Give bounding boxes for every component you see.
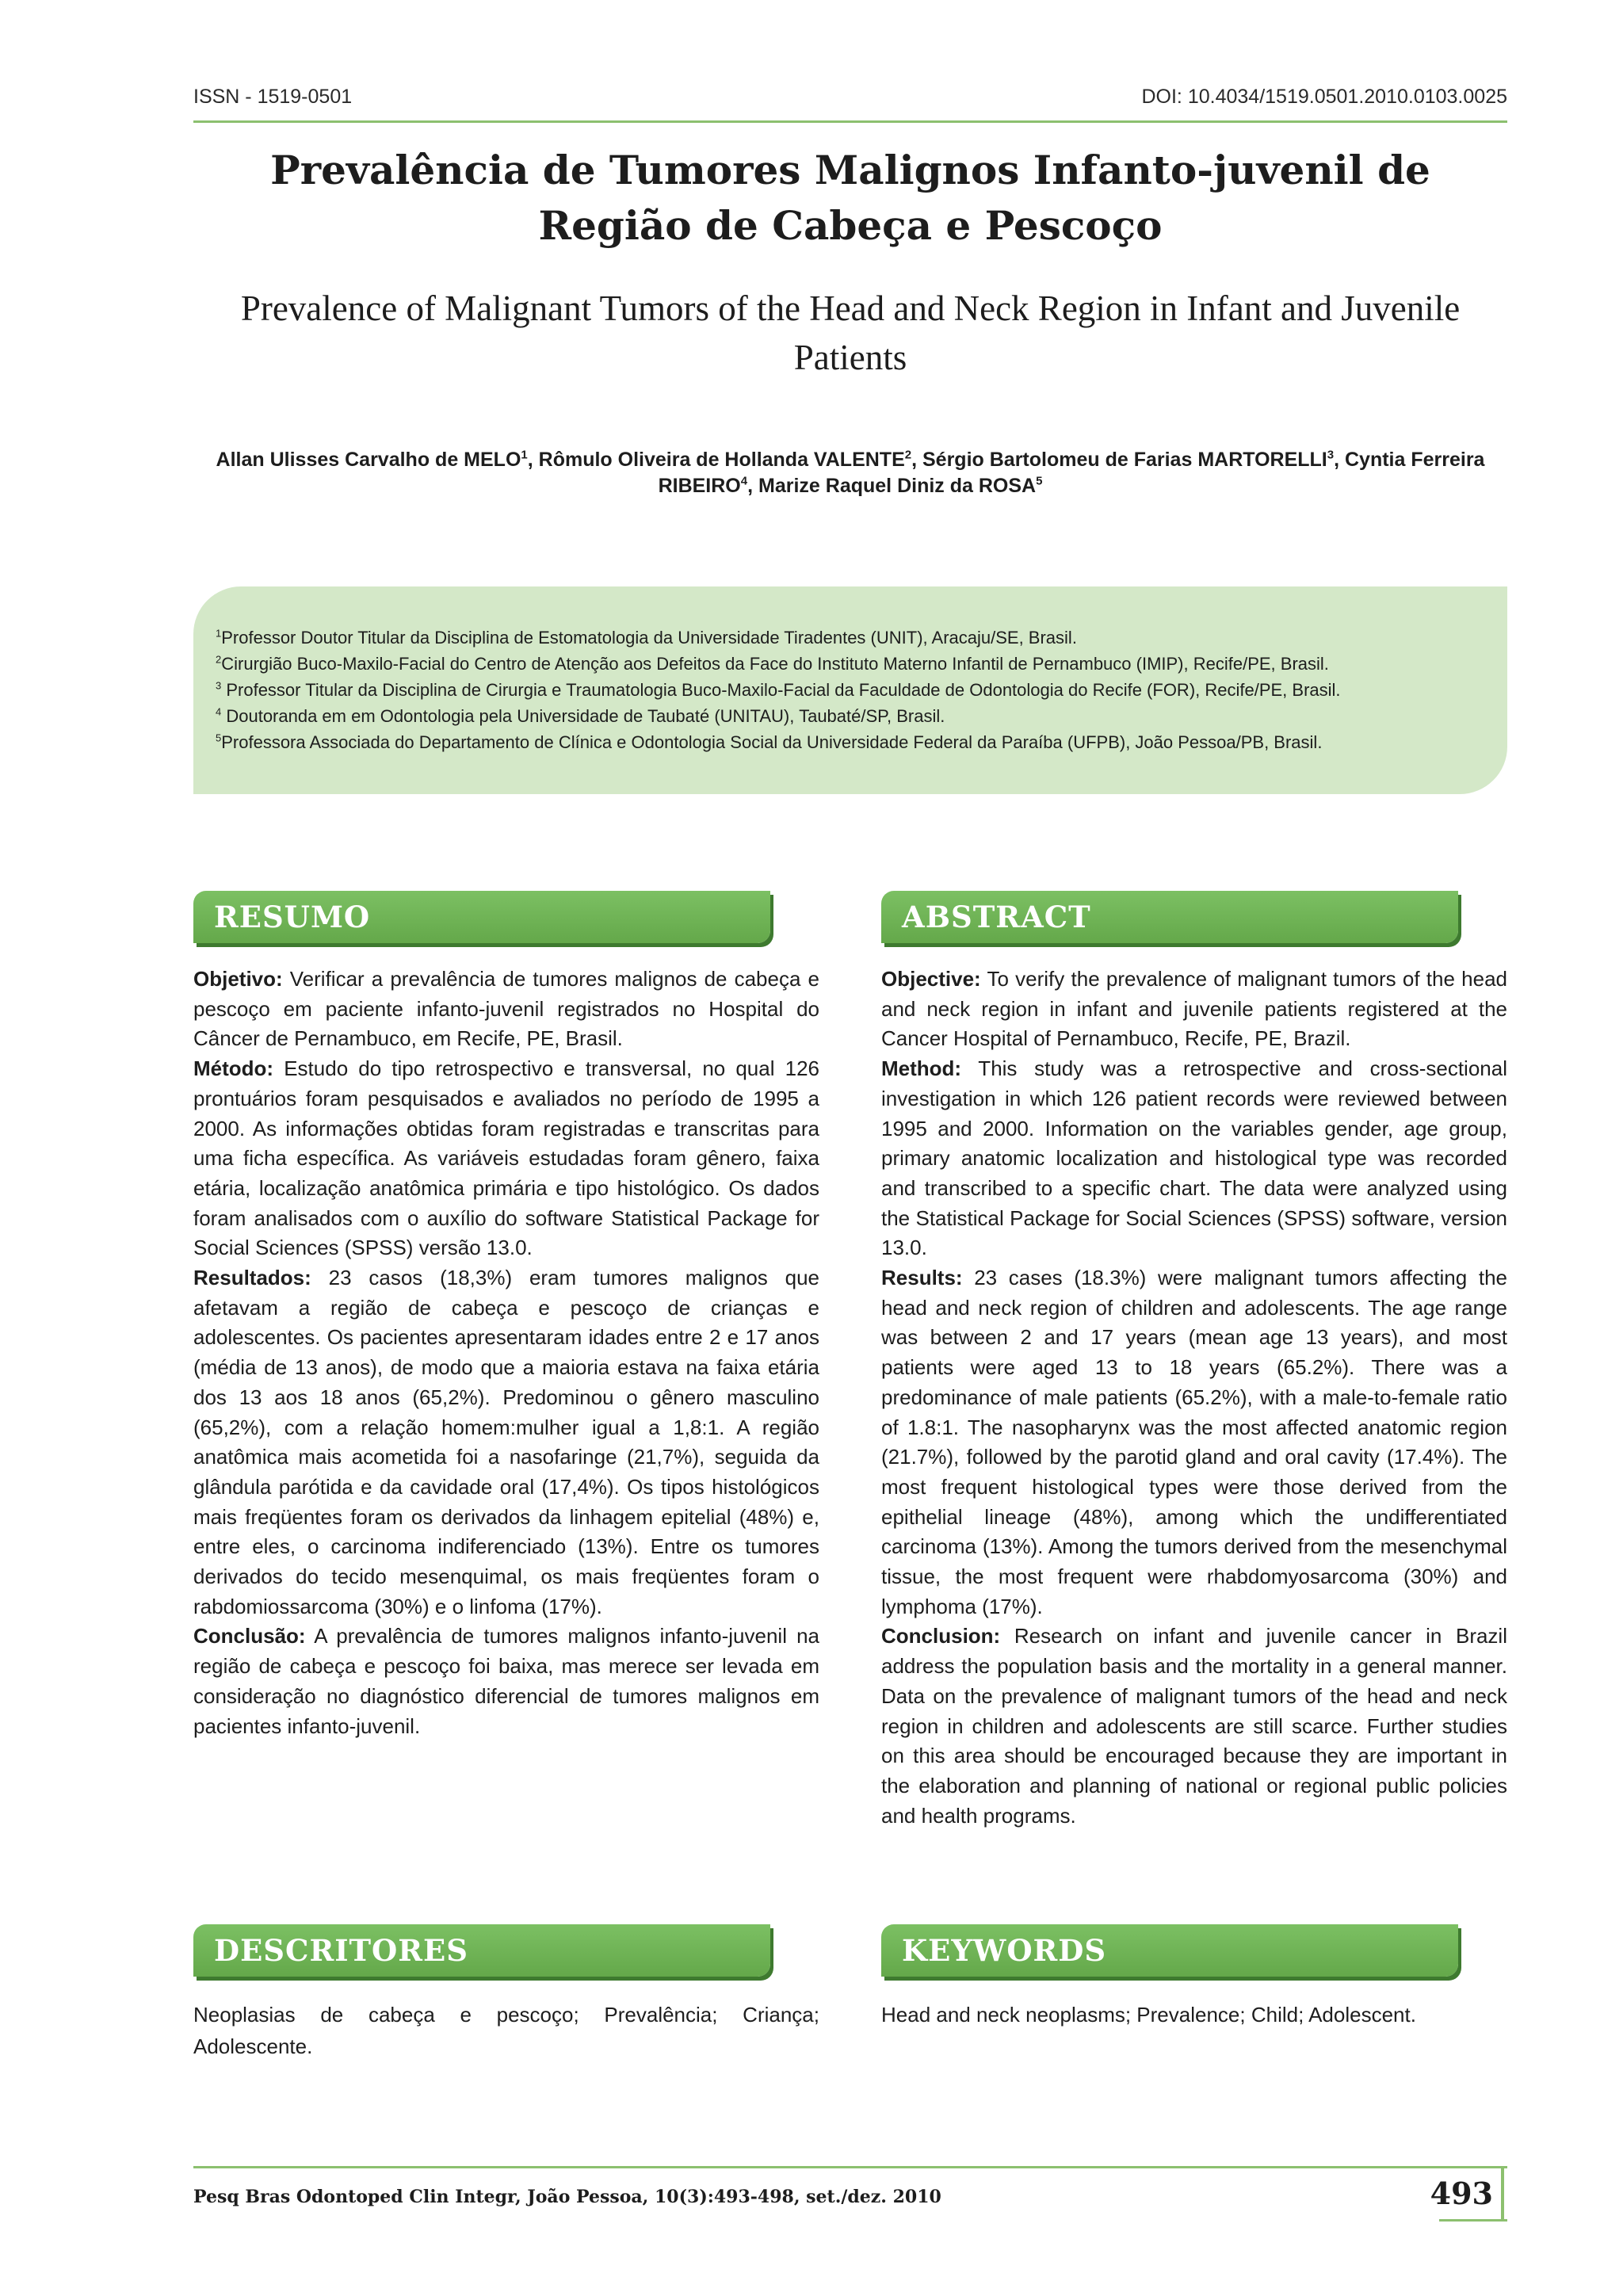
resumo-paragraph: Método: Estudo do tipo retrospectivo e transversal, no qual 126 prontuários foram pesquisados e avaliados no período de 1995 a 2000. As informações obtidas foram registradas e transcritas para uma ficha específica. As variáveis estudadas foram gênero, faixa etária, localização anatômica primária e tipo histológico. Os dados foram analisados com o auxílio do software Statistical Package for Social Sciences (SPSS) versão 13.0.	[193, 1056, 819, 1260]
author: Rômulo Oliveira de Hollanda VALENTE$^2$,	[538, 448, 922, 471]
abstract-paragraph: Results: 23 cases (18.3%) were malignant tumors affecting the head and neck region of children and adolescents. The age range was between 2 and 17 years (mean age 13 years), and most patients were aged 13 to 18 years (65.2%). There was a predominance of male patients (65.2%), with a male-to-female ratio of 1.8:1. The nasopharynx was the most affected anatomic region (21.7%), followed by the parotid gland and oral cavity (17.4%). The most frequent histological types were those derived from the epithelial lineage (48%), among which the undifferentiated carcinoma (13%). Among the tumors derived from the mesenchymal tissue, the most frequent were rhabdomyosarcoma (30%) and lymphoma (17%).	[881, 1266, 1507, 1618]
affiliation-line: $^1$Professor Doutor Titular da Disciplina de Estomatologia da Universidade Tiradentes (UNIT), Aracaju/SE, Brasil.	[216, 627, 1077, 648]
author-list	[193, 447, 1507, 499]
page-number-underline	[1439, 2219, 1507, 2222]
resumo-paragraph: Conclusão: A prevalência de tumores malignos infanto-juvenil na região de cabeça e pescoço foi baixa, mas merece ser levada em consideração no diagnóstico diferencial de tumores malignos em pacientes infanto-juvenil.	[193, 1624, 819, 1738]
affiliation-line: $^2$Cirurgião Buco-Maxilo-Facial do Centro de Atenção aos Defeitos da Face do Instituto Materno Infantil de Pernambuco (IMIP), Recife/PE, Brasil.	[216, 653, 1329, 674]
abstract-paragraph: Method: This study was a retrospective and cross-sectional investigation in which 126 patient records were reviewed between 1995 and 2000. Information on the variables gender, age group, primary anatomic localization and histological type was recorded and transcribed to a specific chart. The data were analyzed using the Statistical Package for Social Sciences (SPSS) software, version 13.0.	[881, 1056, 1507, 1260]
abstract-paragraph: Objective: To verify the prevalence of malignant tumors of the head and neck region in infant and juvenile patients registered at the Cancer Hospital of Pernambuco, Recife, PE, Brazil.	[881, 967, 1507, 1051]
author: Allan Ulisses Carvalho de MELO$^1$,	[216, 448, 539, 471]
header-rule	[193, 120, 1507, 123]
affiliation-line: $^3$ Professor Titular da Disciplina de Cirurgia e Traumatologia Buco-Maxilo-Facial da Faculdade de Odontologia do Recife (FOR), Recife/PE, Brasil.	[216, 679, 1341, 700]
affiliations-box	[193, 586, 1507, 794]
author: Sérgio Bartolomeu de Farias MARTORELLI$^3$,	[922, 448, 1345, 471]
journal-citation: Pesq Bras Odontoped Clin Integr, João Pessoa, 10(3):493-498, set./dez. 2010	[193, 2187, 941, 2207]
keywords-heading: KEYWORDS	[881, 1924, 1458, 1977]
footer-rule	[193, 2166, 1507, 2168]
resumo-body	[193, 965, 819, 1741]
affiliation-line: $^4$ Doutoranda em em Odontologia pela Universidade de Taubaté (UNITAU), Taubaté/SP, Brasil.	[216, 705, 945, 726]
descritores-heading: DESCRITORES	[193, 1924, 770, 1977]
title-english: Prevalence of Malignant Tumors of the Head and Neck Region in Infant and Juvenile Patients	[240, 288, 1461, 377]
abstract-paragraph: Conclusion: Research on infant and juvenile cancer in Brazil address the population basis and the mortality in a general manner. Data on the prevalence of malignant tumors of the head and neck region in children and adolescents are still scarce. Further studies on this area should be encouraged because they are important in the elaboration and planning of national or regional public policies and health programs.	[881, 1624, 1507, 1828]
page-number: 493	[1428, 2166, 1504, 2222]
author: Marize Raquel Diniz da ROSA$^5$	[758, 474, 1043, 497]
abstract-body	[881, 965, 1507, 1831]
descritores-text: Neoplasias de cabeça e pescoço; Prevalência; Criança; Adolescente.	[193, 2003, 819, 2058]
keywords-text: Head and neck neoplasms; Prevalence; Child; Adolescent.	[881, 2003, 1416, 2027]
issn-label: ISSN - 1519-0501	[193, 86, 353, 108]
title-portuguese: Prevalência de Tumores Malignos Infanto-juvenil de Região de Cabeça e Pescoço	[270, 147, 1430, 249]
doi-label: DOI: 10.4034/1519.0501.2010.0103.0025	[1141, 86, 1507, 108]
author: Cyntia Ferreira RIBEIRO$^4$,	[658, 449, 1485, 497]
affiliation-line: $^5$Professora Associada do Departamento de Clínica e Odontologia Social da Universidade Federal da Paraíba (UFPB), João Pessoa/PB, Brasil.	[216, 732, 1323, 752]
resumo-paragraph: Resultados: 23 casos (18,3%) eram tumores malignos que afetavam a região de cabeça e pescoço de crianças e adolescentes. Os pacientes apresentaram idades entre 2 e 17 anos (média de 13 anos), de modo que a maioria estava na faixa etária dos 13 aos 18 anos (65,2%). Predominou o gênero masculino (65,2%), com a relação homem:mulher igual a 1,8:1. A região anatômica mais acometida foi a nasofaringe (21,7%), seguida da glândula parótida e da cavidade oral (17,4%). Os tipos histológicos mais freqüentes foram os derivados da linhagem epitelial (48%) e, entre eles, o carcinoma indiferenciado (13%). Entre os tumores derivados do tecido mesenquimal, os mais freqüentes foram o rabdomiossarcoma (30%) e o linfoma (17%).	[193, 1266, 819, 1618]
resumo-heading: RESUMO	[193, 891, 770, 943]
resumo-paragraph: Objetivo: Verificar a prevalência de tumores malignos de cabeça e pescoço em paciente infanto-juvenil registrados no Hospital do Câncer de Pernambuco, em Recife, PE, Brasil.	[193, 967, 819, 1051]
abstract-heading: ABSTRACT	[881, 891, 1458, 943]
